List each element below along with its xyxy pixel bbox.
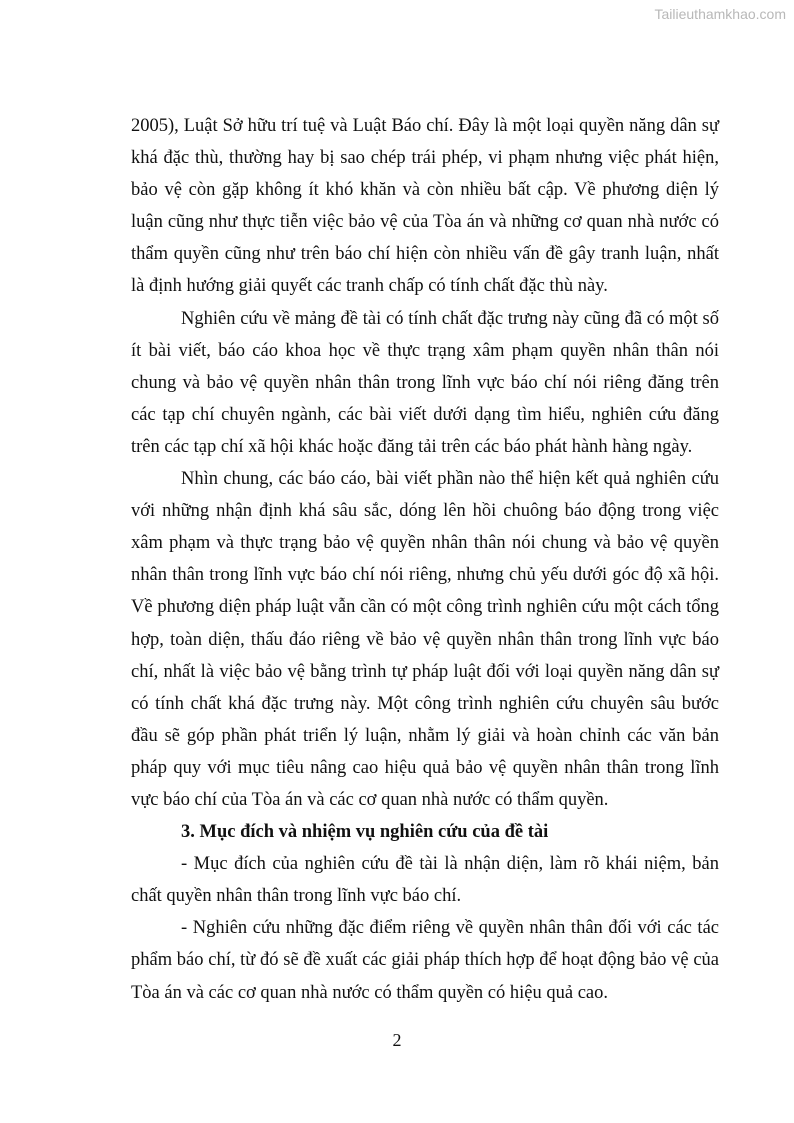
- page-number: 2: [392, 1030, 402, 1050]
- document-body: [131, 110, 719, 1009]
- section-heading: 3. Mục đích và nhiệm vụ nghiên cứu của đề tài: [181, 822, 549, 843]
- paragraph-4: - Mục đích của nghiên cứu đề tài là nhận diện, làm rõ khái niệm, bản chất quyền nhân thân trong lĩnh vực báo chí.: [131, 854, 719, 907]
- paragraph-2: Nghiên cứu về mảng đề tài có tính chất đặc trưng này cũng đã có một số ít bài viết, báo cáo khoa học về thực trạng xâm phạm quyền nhân thân nói chung và bảo vệ quyền nhân thân trong lĩnh vực báo chí nói riêng đăng trên các tạp chí chuyên ngành, các bài viết dưới dạng tìm hiểu, nghiên cứu đăng trên các tạp chí xã hội khác hoặc đăng tải trên các báo phát hành hàng ngày.: [131, 308, 719, 457]
- watermark: Tailieuthamkhao.com: [654, 6, 786, 22]
- paragraph-5: - Nghiên cứu những đặc điểm riêng về quyền nhân thân đối với các tác phẩm báo chí, từ đó sẽ đề xuất các giải pháp thích hợp để hoạt động bảo vệ của Tòa án và các cơ quan nhà nước có thẩm quyền có hiệu quả cao.: [131, 918, 719, 1003]
- paragraph-3: Nhìn chung, các báo cáo, bài viết phần nào thể hiện kết quả nghiên cứu với những nhận định khá sâu sắc, dóng lên hồi chuông báo động trong việc xâm phạm và thực trạng bảo vệ quyền nhân thân nói chung và bảo vệ quyền nhân thân trong lĩnh vực báo chí nói riêng, nhưng chủ yếu dưới góc độ xã hội. Về phương diện pháp luật vẫn cần có một công trình nghiên cứu một cách tổng hợp, toàn diện, thấu đáo riêng về bảo vệ quyền nhân thân trong lĩnh vực báo chí, nhất là việc bảo vệ bằng trình tự pháp luật đối với loại quyền năng dân sự có tính chất khá đặc trưng này. Một công trình nghiên cứu chuyên sâu bước đầu sẽ góp phần phát triển lý luận, nhằm lý giải và hoàn chỉnh các văn bản pháp quy với mục tiêu nâng cao hiệu quả bảo vệ quyền nhân thân trong lĩnh vực báo chí của Tòa án và các cơ quan nhà nước có thẩm quyền.: [131, 469, 719, 810]
- paragraph-1: 2005), Luật Sở hữu trí tuệ và Luật Báo chí. Đây là một loại quyền năng dân sự khá đặc thù, thường hay bị sao chép trái phép, vi phạm nhưng việc phát hiện, bảo vệ còn gặp không ít khó khăn và còn nhiều bất cập. Về phương diện lý luận cũng như thực tiễn việc bảo vệ của Tòa án và những cơ quan nhà nước có thẩm quyền cũng như trên báo chí hiện còn nhiều vấn đề gây tranh luận, nhất là định hướng giải quyết các tranh chấp có tính chất đặc thù này.: [131, 116, 719, 297]
